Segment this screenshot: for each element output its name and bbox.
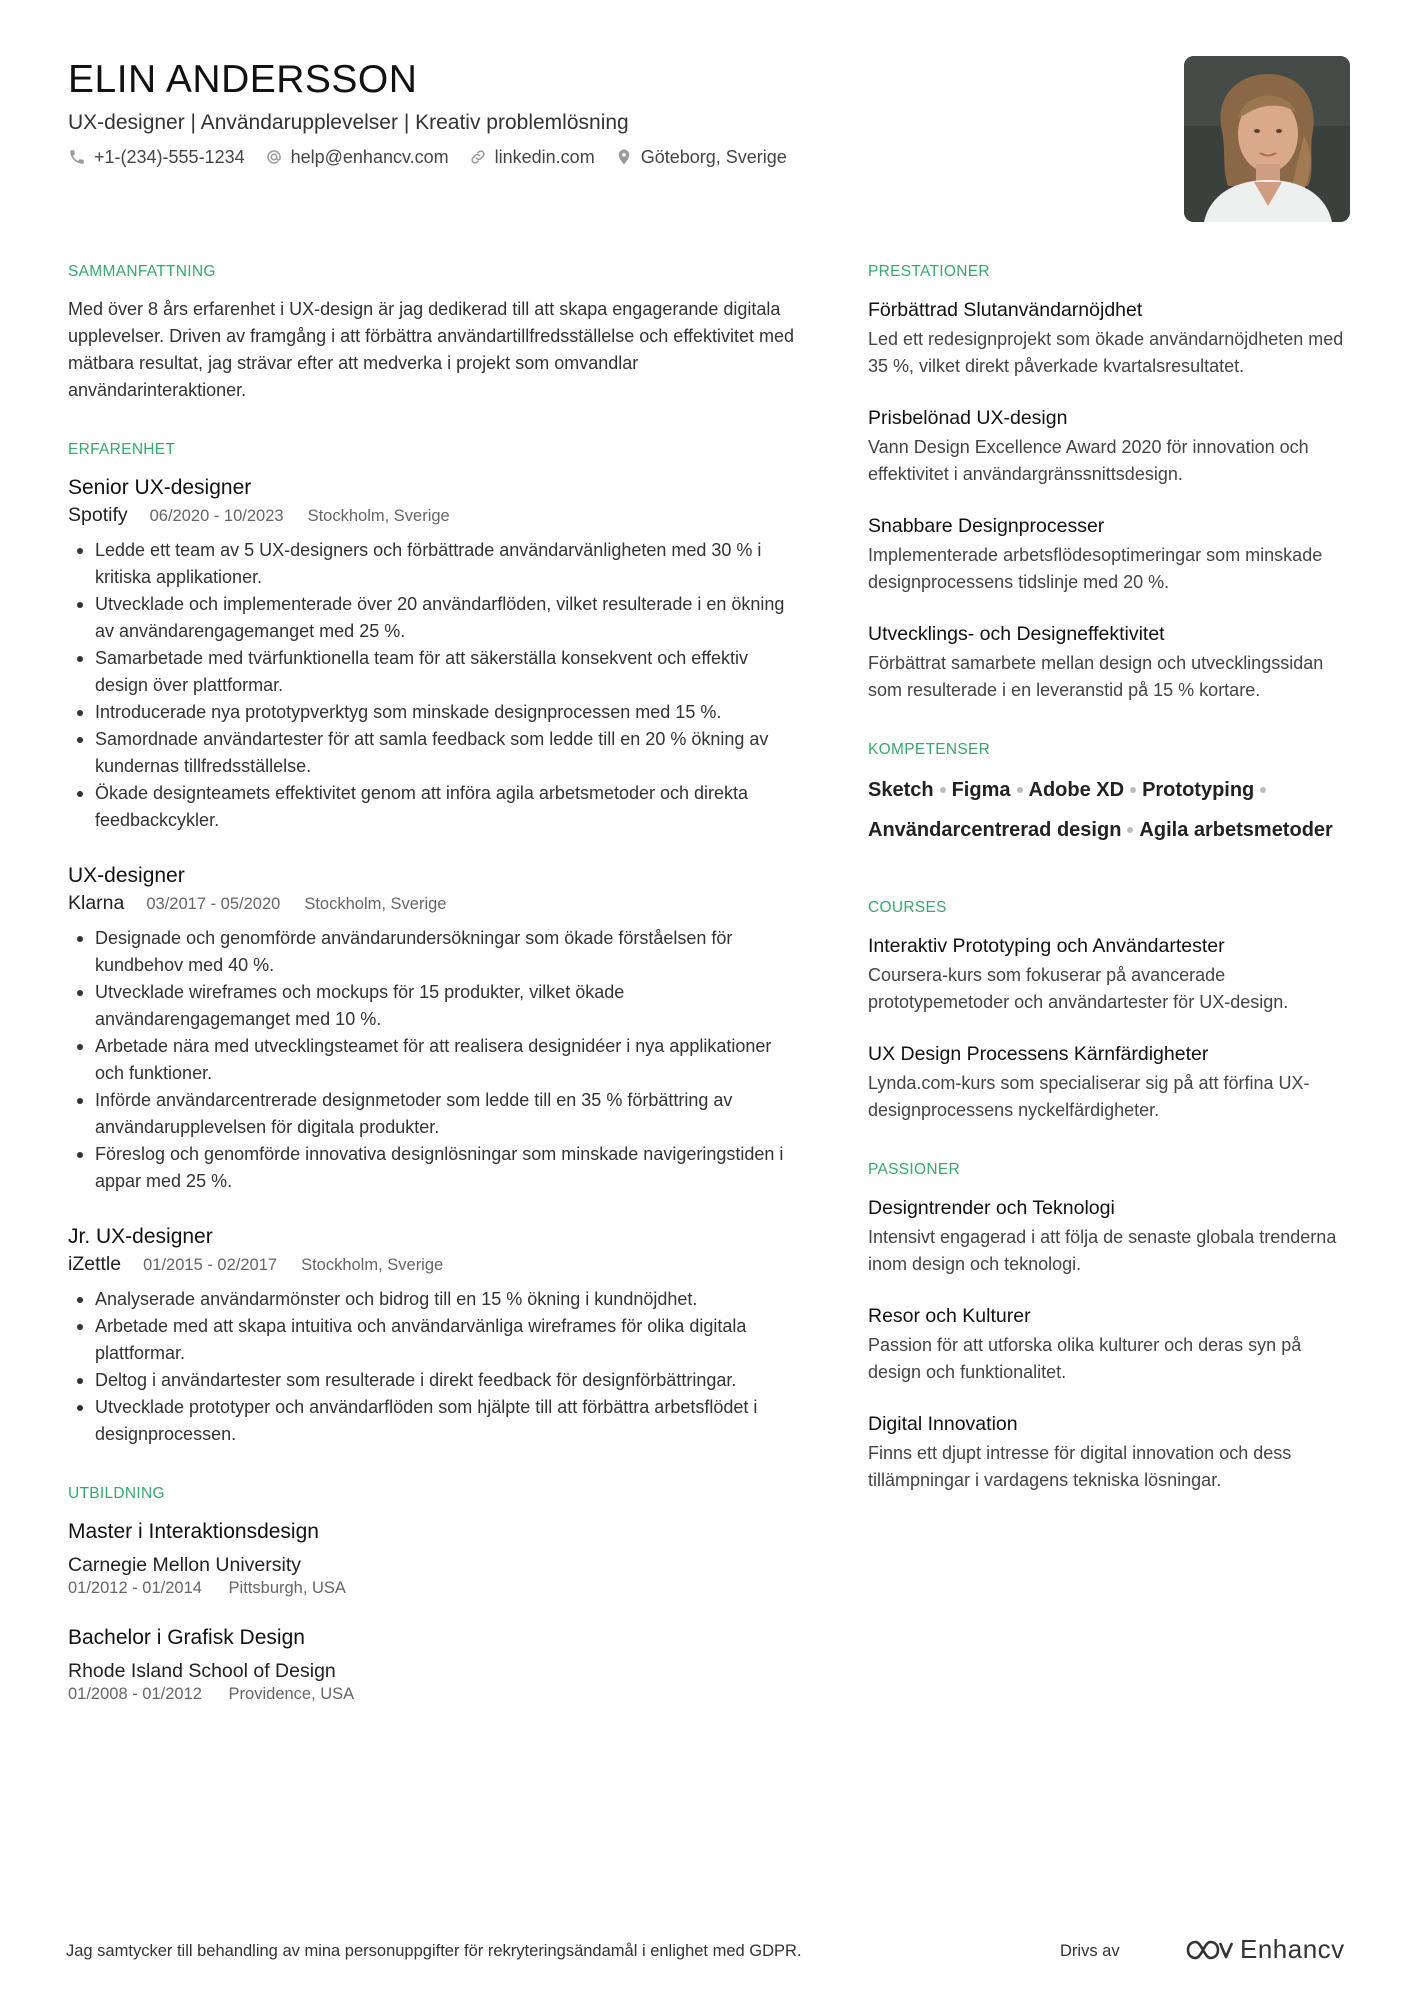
- job-title: Senior UX-designer: [68, 476, 252, 499]
- education-section: [68, 1484, 798, 1704]
- email-text: help@enhancv.com: [290, 147, 449, 167]
- job-title: UX-designer: [68, 864, 185, 887]
- job-company: Klarna: [68, 892, 125, 914]
- job-bullet: Designade och genomförde användarundersökningar som ökade förståelsen för kundbehov med 40 %.: [68, 925, 798, 979]
- job-company: Spotify: [68, 504, 128, 526]
- summary-text: Med över 8 års erfarenhet i UX-design är jag dedikerad till att skapa engagerande digitala upplevelser. Driven av framgång i att förbättra användartillfredsställelse och effektivitet med mätbara resultat, jag strävar efter att medverka i projekt som omvandlar användarinteraktioner.: [68, 299, 795, 400]
- edu-meta: [68, 1578, 798, 1598]
- achievement-desc: Led ett redesignprojekt som ökade användarnöjdheten med 35 %, vilket direkt påverkade kvartalsresultatet.: [868, 329, 1344, 376]
- edu-school: Rhode Island School of Design: [68, 1660, 336, 1682]
- profile-photo: [1184, 56, 1350, 222]
- passion-title: Digital Innovation: [868, 1413, 1018, 1435]
- job-bullets: [68, 1286, 798, 1448]
- contact-linkedin[interactable]: [469, 144, 595, 170]
- job-bullet: Ökade designteamets effektivitet genom att införa agila arbetsmetoder och direkta feedbackcykler.: [68, 780, 798, 834]
- passion-desc: Finns ett djupt intresse för digital innovation och dess tillämpningar i vardagens tekniska lösningar.: [868, 1443, 1292, 1490]
- course-item: [868, 932, 1350, 1016]
- job-bullet: Föreslog och genomförde innovativa designlösningar som minskade navigeringstiden i appar med 25 %.: [68, 1141, 798, 1195]
- job-bullet: Utvecklade och implementerade över 20 användarflöden, vilket resulterade i en ökning av användarengagemanget med 25 %.: [68, 591, 798, 645]
- separator-dot-icon: [1017, 787, 1023, 793]
- job-bullet: Införde användarcentrerade designmetoder som ledde till en 35 % förbättring av användarupplevelsen för digitala produkter.: [68, 1087, 798, 1141]
- job-entry: [68, 1223, 798, 1448]
- courses-section: [868, 898, 1350, 1124]
- achievement-item: [868, 512, 1350, 596]
- job-title: Jr. UX-designer: [68, 1225, 213, 1248]
- skill-tag: [1142, 776, 1272, 804]
- achievement-item: [868, 404, 1350, 488]
- skill-tag: [1139, 816, 1332, 844]
- powered-by-label: Drivs av: [1060, 1942, 1120, 1960]
- contact-email[interactable]: [265, 144, 449, 170]
- summary-section: [68, 262, 798, 404]
- skill-tag: [1029, 776, 1143, 804]
- contact-location: [615, 144, 787, 170]
- resume-header: [68, 56, 1168, 170]
- job-bullet: Analyserade användarmönster och bidrog till en 15 % ökning i kundnöjdhet.: [68, 1286, 798, 1313]
- edu-dates: 01/2008 - 01/2012: [68, 1685, 202, 1703]
- edu-location: Providence, USA: [228, 1685, 355, 1703]
- passions-section: [868, 1160, 1350, 1494]
- achievement-item: [868, 296, 1350, 380]
- job-meta: [68, 1251, 798, 1278]
- experience-heading: ERFARENHET: [68, 441, 176, 458]
- education-entry: [68, 1624, 798, 1704]
- enhancv-brand[interactable]: [1184, 1934, 1345, 1965]
- skill-label: Användarcentrerad design: [868, 819, 1122, 841]
- passion-item: [868, 1302, 1350, 1386]
- edu-meta: [68, 1684, 798, 1704]
- job-location: Stockholm, Sverige: [301, 1256, 444, 1274]
- at-icon: [265, 148, 283, 166]
- passions-heading: PASSIONER: [868, 1161, 960, 1178]
- passion-title: Resor och Kulturer: [868, 1305, 1031, 1327]
- skill-tag: [868, 816, 1139, 844]
- passion-desc: Passion för att utforska olika kulturer och deras syn på design och funktionalitet.: [868, 1335, 1302, 1382]
- courses-heading: COURSES: [868, 899, 947, 916]
- summary-heading: SAMMANFATTNING: [68, 263, 216, 280]
- job-location: Stockholm, Sverige: [307, 507, 450, 525]
- achievement-title: Utvecklings- och Designeffektivitet: [868, 623, 1165, 645]
- skill-label: Prototyping: [1142, 779, 1255, 801]
- achievements-heading: PRESTATIONER: [868, 263, 990, 280]
- left-column: [68, 262, 798, 1740]
- edu-degree: Bachelor i Grafisk Design: [68, 1626, 305, 1649]
- job-company: iZettle: [68, 1253, 122, 1275]
- separator-dot-icon: [1130, 787, 1136, 793]
- job-dates: 01/2015 - 02/2017: [143, 1256, 278, 1274]
- achievement-title: Snabbare Designprocesser: [868, 515, 1105, 537]
- edu-location: Pittsburgh, USA: [228, 1579, 346, 1597]
- job-dates: 06/2020 - 10/2023: [149, 507, 284, 525]
- job-dates: 03/2017 - 05/2020: [146, 895, 281, 913]
- achievement-item: [868, 620, 1350, 704]
- contact-phone[interactable]: [68, 144, 245, 170]
- candidate-name: ELIN ANDERSSON: [68, 58, 418, 101]
- course-item: [868, 1040, 1350, 1124]
- job-meta: [68, 502, 798, 529]
- education-heading: UTBILDNING: [68, 1485, 165, 1502]
- separator-dot-icon: [1127, 827, 1133, 833]
- job-bullet: Arbetade nära med utvecklingsteamet för att realisera designidéer i nya applikationer och funktioner.: [68, 1033, 798, 1087]
- job-bullet: Samordnade användartester för att samla feedback som ledde till en 20 % ökning av kundernas tillfredsställelse.: [68, 726, 798, 780]
- edu-school: Carnegie Mellon University: [68, 1554, 302, 1576]
- enhancv-brand-name: Enhancv: [1240, 1934, 1345, 1964]
- phone-icon: [68, 148, 86, 166]
- job-bullet: Ledde ett team av 5 UX-designers och förbättrade användarvänligheten med 30 % i kritiska applikationer.: [68, 537, 798, 591]
- passion-item: [868, 1410, 1350, 1494]
- edu-degree: Master i Interaktionsdesign: [68, 1520, 319, 1543]
- skill-label: Sketch: [868, 779, 934, 801]
- location-text: Göteborg, Sverige: [640, 147, 787, 167]
- job-bullet: Arbetade med att skapa intuitiva och användarvänliga wireframes för olika digitala plattformar.: [68, 1313, 798, 1367]
- phone-text: +1-(234)-555-1234: [94, 147, 245, 167]
- edu-dates: 01/2012 - 01/2014: [68, 1579, 202, 1597]
- skill-label: Figma: [951, 779, 1011, 801]
- linkedin-text: linkedin.com: [494, 147, 595, 167]
- skills-list: [868, 776, 1350, 844]
- course-title: Interaktiv Prototyping och Användartester: [868, 935, 1225, 957]
- enhancv-logo-icon: [1184, 1936, 1234, 1964]
- job-entry: [68, 862, 798, 1195]
- skill-tag: [952, 776, 1029, 804]
- passion-title: Designtrender och Teknologi: [868, 1197, 1115, 1219]
- achievement-desc: Vann Design Excellence Award 2020 för innovation och effektivitet i användargränssnittsdesign.: [868, 437, 1309, 484]
- achievement-title: Prisbelönad UX-design: [868, 407, 1068, 429]
- course-desc: Lynda.com-kurs som specialiserar sig på att förfina UX-designprocessens nyckelfärdigheter.: [868, 1073, 1310, 1120]
- job-bullet: Deltog i användartester som resulterade i direkt feedback för designförbättringar.: [68, 1367, 798, 1394]
- footer: [66, 1934, 1356, 1974]
- right-column: [868, 262, 1350, 1530]
- separator-dot-icon: [940, 787, 946, 793]
- passion-desc: Intensivt engagerad i att följa de senaste globala trenderna inom design och teknologi.: [868, 1227, 1337, 1274]
- skills-section: [868, 740, 1350, 844]
- separator-dot-icon: [1260, 787, 1266, 793]
- location-pin-icon: [615, 148, 633, 166]
- job-meta: [68, 890, 798, 917]
- skill-label: Adobe XD: [1028, 779, 1125, 801]
- gdpr-consent: Jag samtycker till behandling av mina personuppgifter för rekryteringsändamål i enlighet med GDPR.: [66, 1942, 802, 1960]
- course-desc: Coursera-kurs som fokuserar på avancerade prototypemetoder och användartester för UX-design.: [868, 965, 1289, 1012]
- job-bullets: [68, 537, 798, 834]
- achievements-section: [868, 262, 1350, 704]
- achievement-title: Förbättrad Slutanvändarnöjdhet: [868, 299, 1143, 321]
- job-bullet: Utvecklade wireframes och mockups för 15 produkter, vilket ökade användarengagemanget med 10 %.: [68, 979, 798, 1033]
- skill-label: Agila arbetsmetoder: [1139, 819, 1333, 841]
- achievement-desc: Implementerade arbetsflödesoptimeringar som minskade designprocessens tidslinje med 20 %.: [868, 545, 1323, 592]
- job-bullet: Introducerade nya prototypverktyg som minskade designprocessen med 15 %.: [68, 699, 798, 726]
- job-bullet: Utvecklade prototyper och användarflöden som hjälpte till att förbättra arbetsflödet i designprocessen.: [68, 1394, 798, 1448]
- achievement-desc: Förbättrat samarbete mellan design och utvecklingssidan som resulterade i en leveranstid på 15 % kortare.: [868, 653, 1324, 700]
- course-title: UX Design Processens Kärnfärdigheter: [868, 1043, 1209, 1065]
- job-bullets: [68, 925, 798, 1195]
- experience-section: [68, 440, 798, 1448]
- skill-tag: [868, 776, 952, 804]
- candidate-tagline: UX-designer | Användarupplevelser | Kreativ problemlösning: [68, 111, 629, 134]
- job-entry: [68, 474, 798, 834]
- job-location: Stockholm, Sverige: [304, 895, 447, 913]
- link-icon: [469, 148, 487, 166]
- skills-heading: KOMPETENSER: [868, 741, 991, 758]
- job-bullet: Samarbetade med tvärfunktionella team för att säkerställa konsekvent och effektiv design över plattformar.: [68, 645, 798, 699]
- passion-item: [868, 1194, 1350, 1278]
- contact-row: [68, 144, 1168, 170]
- education-entry: [68, 1518, 798, 1598]
